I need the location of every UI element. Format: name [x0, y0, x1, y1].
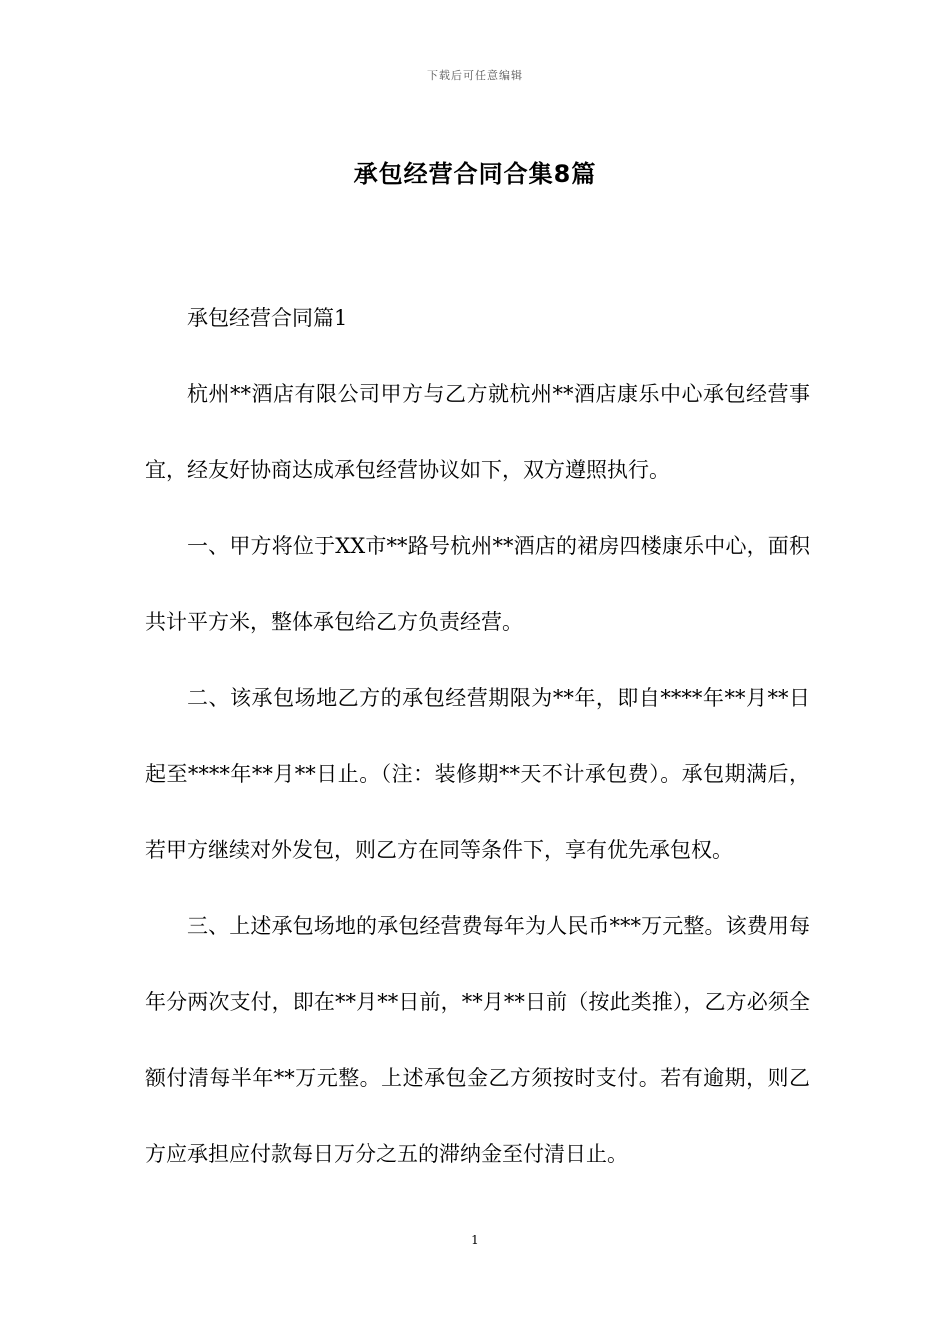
paragraph-intro: 杭州**酒店有限公司甲方与乙方就杭州**酒店康乐中心承包经营事宜，经友好协商达成承包经营协议如下，双方遵照执行。: [145, 382, 810, 482]
paragraph-clause-3: 三、上述承包场地的承包经营费每年为人民币***万元整。该费用每年分两次支付，即在**月**日前，**月**日前（按此类推），乙方必须全额付清每半年**万元整。上述承包金乙方须按时支付。若有逾期，则乙方应承担应付款每日万分之五的滞纳金至付清日止。: [145, 914, 810, 1166]
header-note: 下载后可任意编辑: [427, 69, 523, 82]
section-heading: 承包经营合同篇1: [187, 306, 348, 330]
paragraph-clause-2: 二、该承包场地乙方的承包经营期限为**年，即自****年**月**日起至****年**月**日止。（注：装修期**天不计承包费）。承包期满后，若甲方继续对外发包，则乙方在同等条件下，享有优先承包权。: [145, 686, 810, 862]
paragraph-clause-1: 一、甲方将位于XX市**路号杭州**酒店的裙房四楼康乐中心，面积共计平方米，整体承包给乙方负责经营。: [145, 534, 810, 634]
document-body: [145, 280, 810, 1192]
document-title: 承包经营合同合集8篇: [353, 160, 597, 188]
page-number: 1: [471, 1233, 479, 1247]
